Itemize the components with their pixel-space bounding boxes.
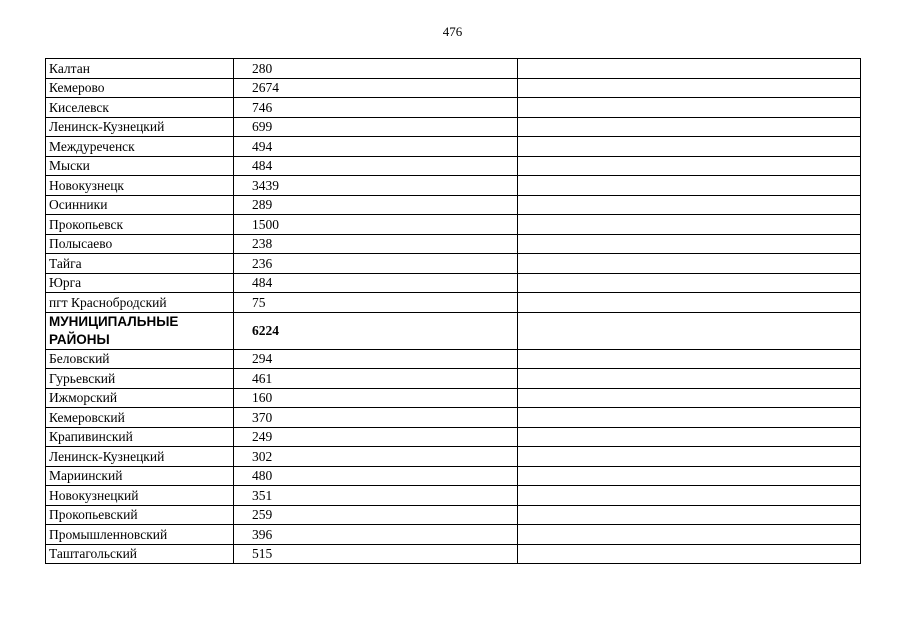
empty-cell (518, 466, 861, 486)
value-cell: 259 (234, 505, 518, 525)
name-cell: Новокузнецкий (46, 486, 234, 506)
empty-cell (518, 254, 861, 274)
empty-cell (518, 312, 861, 349)
table-row (46, 137, 861, 157)
empty-cell (518, 293, 861, 313)
table-row (46, 176, 861, 196)
value-cell: 238 (234, 234, 518, 254)
value-cell: 280 (234, 59, 518, 79)
empty-cell (518, 195, 861, 215)
empty-cell (518, 349, 861, 369)
section-name-cell: МУНИЦИПАЛЬНЫЕ РАЙОНЫ (46, 312, 234, 349)
table-row (46, 349, 861, 369)
name-cell: Таштагольский (46, 544, 234, 564)
name-cell: Ленинск-Кузнецкий (46, 447, 234, 467)
value-cell: 302 (234, 447, 518, 467)
name-cell: Осинники (46, 195, 234, 215)
table-row (46, 234, 861, 254)
empty-cell (518, 176, 861, 196)
name-cell: Гурьевский (46, 369, 234, 389)
section-row (46, 312, 861, 349)
empty-cell (518, 117, 861, 137)
table-row (46, 388, 861, 408)
table-row (46, 466, 861, 486)
empty-cell (518, 59, 861, 79)
name-cell: Мариинский (46, 466, 234, 486)
table-row (46, 293, 861, 313)
table-row (46, 98, 861, 118)
name-cell: Новокузнецк (46, 176, 234, 196)
name-cell: Беловский (46, 349, 234, 369)
name-cell: Прокопьевский (46, 505, 234, 525)
name-cell: Кемерово (46, 78, 234, 98)
empty-cell (518, 544, 861, 564)
value-cell: 236 (234, 254, 518, 274)
name-cell: Ижморский (46, 388, 234, 408)
value-cell: 461 (234, 369, 518, 389)
table-row (46, 486, 861, 506)
table-row (46, 117, 861, 137)
table-body (46, 59, 861, 564)
table-row (46, 525, 861, 545)
value-cell: 484 (234, 156, 518, 176)
value-cell: 480 (234, 466, 518, 486)
empty-cell (518, 215, 861, 235)
empty-cell (518, 234, 861, 254)
empty-cell (518, 427, 861, 447)
data-table (45, 58, 861, 564)
table-row (46, 427, 861, 447)
empty-cell (518, 408, 861, 428)
name-cell: Юрга (46, 273, 234, 293)
empty-cell (518, 525, 861, 545)
value-cell: 2674 (234, 78, 518, 98)
table-row (46, 544, 861, 564)
table-row (46, 273, 861, 293)
value-cell: 249 (234, 427, 518, 447)
name-cell: Междуреченск (46, 137, 234, 157)
name-cell: Прокопьевск (46, 215, 234, 235)
value-cell: 370 (234, 408, 518, 428)
value-cell: 746 (234, 98, 518, 118)
table-row (46, 369, 861, 389)
value-cell: 396 (234, 525, 518, 545)
empty-cell (518, 98, 861, 118)
empty-cell (518, 137, 861, 157)
value-cell: 351 (234, 486, 518, 506)
empty-cell (518, 273, 861, 293)
name-cell: Тайга (46, 254, 234, 274)
table-row (46, 408, 861, 428)
name-cell: Кемеровский (46, 408, 234, 428)
empty-cell (518, 369, 861, 389)
value-cell: 515 (234, 544, 518, 564)
empty-cell (518, 78, 861, 98)
empty-cell (518, 156, 861, 176)
name-cell: Ленинск-Кузнецкий (46, 117, 234, 137)
name-cell: Крапивинский (46, 427, 234, 447)
table-row (46, 195, 861, 215)
page-number: 476 (442, 24, 463, 39)
value-cell: 289 (234, 195, 518, 215)
name-cell: Киселевск (46, 98, 234, 118)
table-row (46, 78, 861, 98)
value-cell: 75 (234, 293, 518, 313)
table-row (46, 447, 861, 467)
value-cell: 699 (234, 117, 518, 137)
value-cell: 484 (234, 273, 518, 293)
table-row (46, 156, 861, 176)
table-row (46, 505, 861, 525)
name-cell: Полысаево (46, 234, 234, 254)
value-cell: 160 (234, 388, 518, 408)
name-cell: Промышленновский (46, 525, 234, 545)
name-cell: Калтан (46, 59, 234, 79)
empty-cell (518, 388, 861, 408)
section-value-cell: 6224 (234, 312, 518, 349)
value-cell: 3439 (234, 176, 518, 196)
value-cell: 294 (234, 349, 518, 369)
empty-cell (518, 486, 861, 506)
value-cell: 1500 (234, 215, 518, 235)
table-row (46, 215, 861, 235)
empty-cell (518, 505, 861, 525)
empty-cell (518, 447, 861, 467)
table-row (46, 254, 861, 274)
table-row (46, 59, 861, 79)
name-cell: Мыски (46, 156, 234, 176)
name-cell: пгт Краснобродский (46, 293, 234, 313)
value-cell: 494 (234, 137, 518, 157)
